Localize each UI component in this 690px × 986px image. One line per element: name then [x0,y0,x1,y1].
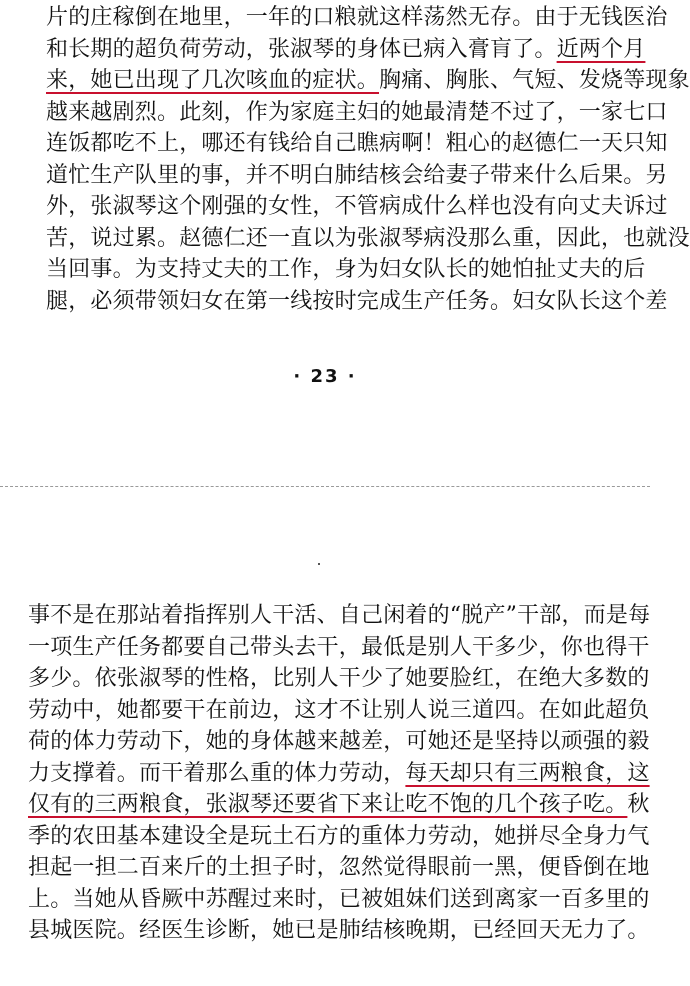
text-line: 来，她已出现了几次咳血的症状。胸痛、胸胀、气短、发烧等现象 [46,68,690,93]
text-line: 一项生产任务都要自己带头去干，最低是别人干多少，你也得干 [28,634,650,660]
text-line: 越来越剧烈。此刻，作为家庭主妇的她最清楚不过了，一家七口 [46,99,668,125]
text-line: 多少。依张淑琴的性格，比别人干少了她要脸红，在绝大多数的 [28,666,650,691]
text-line: 腿，必须带领妇女在第一线按时完成生产任务。妇女队长这个差 [46,288,668,314]
top-paragraph [46,2,690,317]
text-line: 季的农田基本建设全是玩土石方的重体力劳动，她拼尽全身力气 [28,823,650,849]
underlined-phrase: 仅有的三两粮食，张淑琴还要省下来让吃不饱的几个孩子吃。 [28,792,628,817]
text-line: 外，张淑琴这个刚强的女性，不管病成什么样也没有向丈夫诉过 [46,194,668,219]
underlined-phrase: 每天却只有三两粮食，这 [405,760,650,786]
bottom-paragraph [28,600,651,947]
text-line: 上。当她从昏厥中苏醒过来时，已被姐妹们送到离家一百多里的 [28,886,650,912]
text-line: 当回事。为支持丈夫的工作，身为妇女队长的她怕扯丈夫的后 [46,257,646,282]
text-line: 县城医院。经医生诊断，她已是肺结核晚期，已经回天无力了。 [28,918,650,943]
scan-speck [318,563,320,565]
page-number: · 23 · [293,366,357,387]
underlined-phrase: 来，她已出现了几次咳血的症状。 [46,68,380,93]
text-line: 事不是在那站着指挥别人干活、自己闲着的“脱产”干部，而是每 [28,603,651,628]
text-line: 道忙生产队里的事，并不明白肺结核会给妻子带来什么后果。另 [46,162,668,188]
text-line: 力支撑着。而干着那么重的体力劳动，每天却只有三两粮食，这 [28,760,650,786]
text-line: 片的庄稼倒在地里，一年的口粮就这样荡然无存。由于无钱医治 [46,5,668,30]
underlined-phrase: 近两个月 [556,36,646,62]
text-line: 苦，说过累。赵德仁还一直以为张淑琴病没那么重，因此，也就没 [46,225,690,251]
page-divider [0,486,650,487]
text-line: 荷的体力劳动下，她的身体越来越差，可她还是坚持以顽强的毅 [28,729,650,754]
text-line: 劳动中，她都要干在前边，这才不让别人说三道四。在如此超负 [28,697,650,723]
text-line: 仅有的三两粮食，张淑琴还要省下来让吃不饱的几个孩子吃。秋 [28,792,650,817]
top-page [0,0,690,486]
text-line: 担起一担二百来斤的土担子时，忽然觉得眼前一黑，便昏倒在地 [28,855,650,880]
text-line: 和长期的超负荷劳动，张淑琴的身体已病入膏肓了。近两个月 [46,36,646,62]
text-line: 连饭都吃不上，哪还有钱给自己瞧病啊！粗心的赵德仁一天只知 [46,131,668,156]
